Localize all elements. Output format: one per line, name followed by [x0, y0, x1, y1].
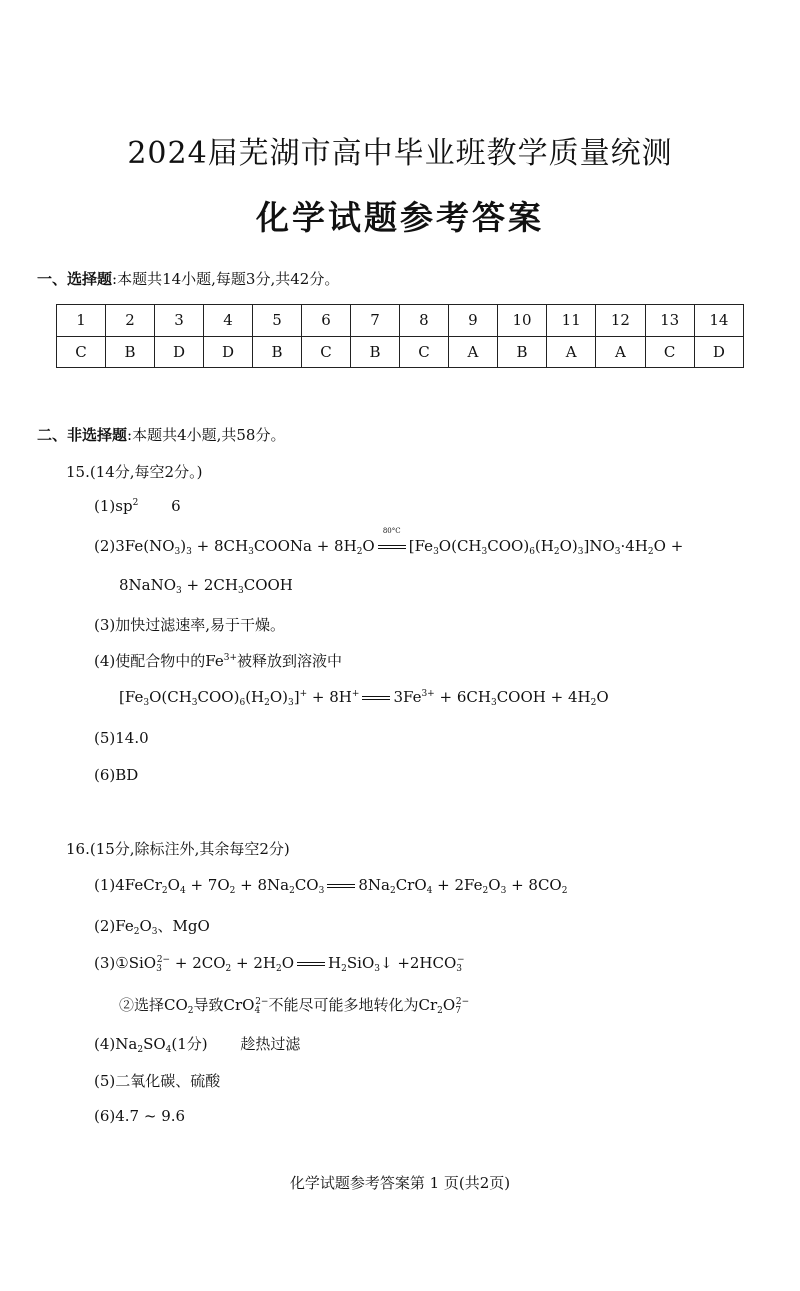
q15-a4-part: O(CH — [149, 688, 192, 706]
answer-cell: D — [203, 336, 252, 368]
q15-a4-part: [Fe — [119, 688, 144, 706]
q15-a2-part: (2)3Fe(NO — [94, 537, 175, 555]
question-number-cell: 5 — [252, 305, 301, 337]
q15-a4-part: O) — [269, 688, 289, 706]
q16-a4-part: (4)Na — [94, 1035, 138, 1053]
q16-answer-1-equation: $(1)4FeCr_2O_4 + 7O_2 + 8Na_2CO_3$ $8Na_2CrO_4 + 2Fe_2O_3 + 8CO_2$ — [94, 876, 568, 896]
q15-a2-part: O) — [559, 537, 578, 555]
q16-a4-part: 趁热过滤 — [240, 1035, 301, 1053]
q16-a2-part: (2)Fe — [94, 917, 134, 935]
question-number-cell: 11 — [547, 305, 596, 337]
q16-a1-part: CrO — [395, 876, 427, 894]
q16-answer-3-equation: (3)①SiO$_3^{2-}$ + $2CO_2 + 2H_2O$ $H_2SiO_3↓ +2HCO_3^-$ — [94, 954, 465, 974]
q15-a4-part: + 8H — [307, 688, 352, 706]
answer-cell: C — [301, 336, 350, 368]
q16-a1-part: 8Na — [358, 876, 390, 894]
q16-answer-2: $(2)Fe_2O_3$、MgO — [94, 917, 210, 937]
q15-a2-part: + 2CH — [181, 576, 238, 594]
q15-heading: 15.(14分,每空2分。) — [66, 463, 203, 481]
q16-a1-part: O — [167, 876, 180, 894]
q15-a2-part: COO) — [487, 537, 530, 555]
question-number-cell: 3 — [154, 305, 203, 337]
page-footer: 化学试题参考答案第 1 页(共2页) — [289, 1174, 511, 1192]
question-number-cell: 14 — [694, 305, 743, 337]
answer-cell: A — [448, 336, 497, 368]
q16-answer-4: $(4)Na_2SO_4(1$分) 趁热过滤 — [94, 1035, 301, 1055]
q16-heading: 16.(15分,除标注外,其余每空2分) — [66, 840, 290, 858]
q15-answer-6: (6)BD — [94, 766, 139, 784]
reaction-equal-sign — [297, 954, 325, 972]
q16-a1-part: (1)4FeCr — [94, 876, 162, 894]
answer-cell: C — [57, 336, 106, 368]
q15-a1-label: (1)sp — [94, 497, 133, 515]
q16-a3-part: SiO — [346, 954, 375, 972]
q15-a4-sup: 3+ — [223, 653, 237, 663]
q15-a4-sup: + — [299, 689, 308, 699]
answer-title: 化学试题参考答案 — [256, 198, 544, 237]
q15-a4-part: + 6CH — [434, 688, 491, 706]
q15-answer-5: (5)14.0 — [94, 729, 149, 747]
answer-cell: B — [252, 336, 301, 368]
answer-cell: D — [694, 336, 743, 368]
question-number-cell: 13 — [645, 305, 694, 337]
q16-a2-part: 、MgO — [157, 917, 210, 935]
q15-a2-part: ·4H — [620, 537, 648, 555]
answer-row — [57, 336, 744, 368]
q16-a1-part: + 8CO — [506, 876, 562, 894]
answer-cell: A — [596, 336, 645, 368]
section-1-heading — [37, 268, 339, 289]
answer-cell: A — [547, 336, 596, 368]
q15-a2-part: 8NaNO — [119, 576, 177, 594]
section-1-label: 一、选择题 — [37, 270, 113, 288]
reaction-equal-sign — [327, 876, 355, 894]
section-1-desc: :本题共14小题,每题3分,共42分。 — [112, 270, 340, 288]
answer-cell: B — [106, 336, 155, 368]
q16-a4-part: (1分) — [171, 1035, 208, 1053]
q15-answer-3: (3)加快过滤速率,易于干燥。 — [94, 616, 286, 634]
q15-answer-1 — [94, 497, 181, 515]
answer-cell: B — [497, 336, 546, 368]
q16-a1-part: CO — [294, 876, 319, 894]
q16-a2-part: O — [139, 917, 152, 935]
question-number-cell: 1 — [57, 305, 106, 337]
q16-a1-part: + 2Fe — [432, 876, 483, 894]
q16-answer-3-explanation: ②选择$CO_2$导致CrO$_4^{2-}$不能尽可能多地转化为$Cr_2O_7^{2-}$ — [119, 996, 470, 1016]
q15-a4-part: COOH + 4H — [496, 688, 591, 706]
question-number-cell: 2 — [106, 305, 155, 337]
q16-a1-part: O — [488, 876, 501, 894]
q16-a3-part: + 2H — [231, 954, 276, 972]
section-2-heading — [37, 424, 285, 445]
question-number-cell: 7 — [350, 305, 399, 337]
q16-a3-part: ↓ +2HCO — [379, 954, 457, 972]
question-number-cell: 8 — [399, 305, 448, 337]
q15-a4-part: O — [596, 688, 609, 706]
q15-answer-4-equation: $[Fe_3O(CH_3COO)_6(H_2O)_3]^+ + 8H^+$ $3Fe^{3+}$ + $6CH_3COOH + 4H_2O$ — [119, 688, 609, 708]
q16-a3-part: ②选择CO — [119, 996, 188, 1014]
question-number-cell: 12 — [596, 305, 645, 337]
q16-a3-part: O — [281, 954, 295, 972]
answer-cell: D — [154, 336, 203, 368]
q15-a2-part: O(CH — [438, 537, 482, 555]
exam-title: 2024届芜湖市高中毕业班教学质量统测 — [127, 136, 673, 171]
q16-a3-part: + 2CO — [170, 954, 226, 972]
q15-a4-sup: 3+ — [421, 689, 435, 699]
q15-a2-part: ) — [180, 537, 187, 555]
q16-a3-part: H — [328, 954, 342, 972]
q15-a2-part: (H — [534, 537, 554, 555]
q16-a3-part: 导致CrO — [193, 996, 255, 1014]
q15-a2-part: O + — [653, 537, 684, 555]
question-number-cell: 10 — [497, 305, 546, 337]
answer-cell: C — [399, 336, 448, 368]
q15-a4-part: 3Fe — [393, 688, 422, 706]
q15-a4-part: COO) — [197, 688, 240, 706]
q16-a3-part: (3)①SiO — [94, 954, 157, 972]
q15-a4-part: (4)使配合物中的Fe — [94, 652, 224, 670]
section-2-desc: :本题共4小题,共58分。 — [127, 426, 286, 444]
q16-a1-part: + 7O — [185, 876, 230, 894]
q16-a4-part: SO — [143, 1035, 166, 1053]
q16-a3-part: 不能尽可能多地转化为Cr — [268, 996, 438, 1014]
question-number-cell: 4 — [203, 305, 252, 337]
q15-answer-2-line2: 8NaNO$_3$ + $2CH_3COOH$ — [119, 576, 293, 596]
q15-a2-part: + 8CH — [191, 537, 249, 555]
q15-answer-2-equation: $(2)3Fe(NO_3)_3$ + $8CH_3COONa + 8H_2O$ 80°C $[Fe_3O(CH_3COO)_6(H_2O)_3]NO_3\cdot 4H_2O$ + — [94, 527, 684, 557]
reaction-condition: 80°C — [382, 527, 401, 535]
q15-a2-part: COONa + 8H — [253, 537, 357, 555]
q16-answer-6: (6)4.7 ~ 9.6 — [94, 1107, 186, 1125]
answer-cell: B — [350, 336, 399, 368]
question-number-cell: 6 — [301, 305, 350, 337]
q15-a1-value: 6 — [171, 497, 181, 515]
q15-answer-4 — [94, 650, 342, 671]
section-2-label: 二、非选择题 — [37, 426, 128, 444]
q15-a4-part: 被释放到溶液中 — [237, 652, 343, 670]
q15-a2-part: O — [362, 537, 375, 555]
multiple-choice-table — [56, 304, 744, 368]
reaction-equal-sign — [362, 688, 390, 706]
answer-cell: C — [645, 336, 694, 368]
q15-a2-part: ]NO — [583, 537, 615, 555]
question-number-row — [57, 305, 744, 337]
q16-a3-part: O — [442, 996, 456, 1014]
q15-a4-part: (H — [245, 688, 265, 706]
q15-a1-sup: 2 — [132, 498, 139, 508]
q15-a2-part: COOH — [243, 576, 293, 594]
q15-a2-part: [Fe — [408, 537, 434, 555]
reaction-equal-sign — [378, 527, 406, 555]
q16-a1-part: + 8Na — [235, 876, 290, 894]
question-number-cell: 9 — [448, 305, 497, 337]
q15-a4-part: ] — [293, 688, 300, 706]
q16-answer-5: (5)二氧化碳、硫酸 — [94, 1072, 221, 1090]
